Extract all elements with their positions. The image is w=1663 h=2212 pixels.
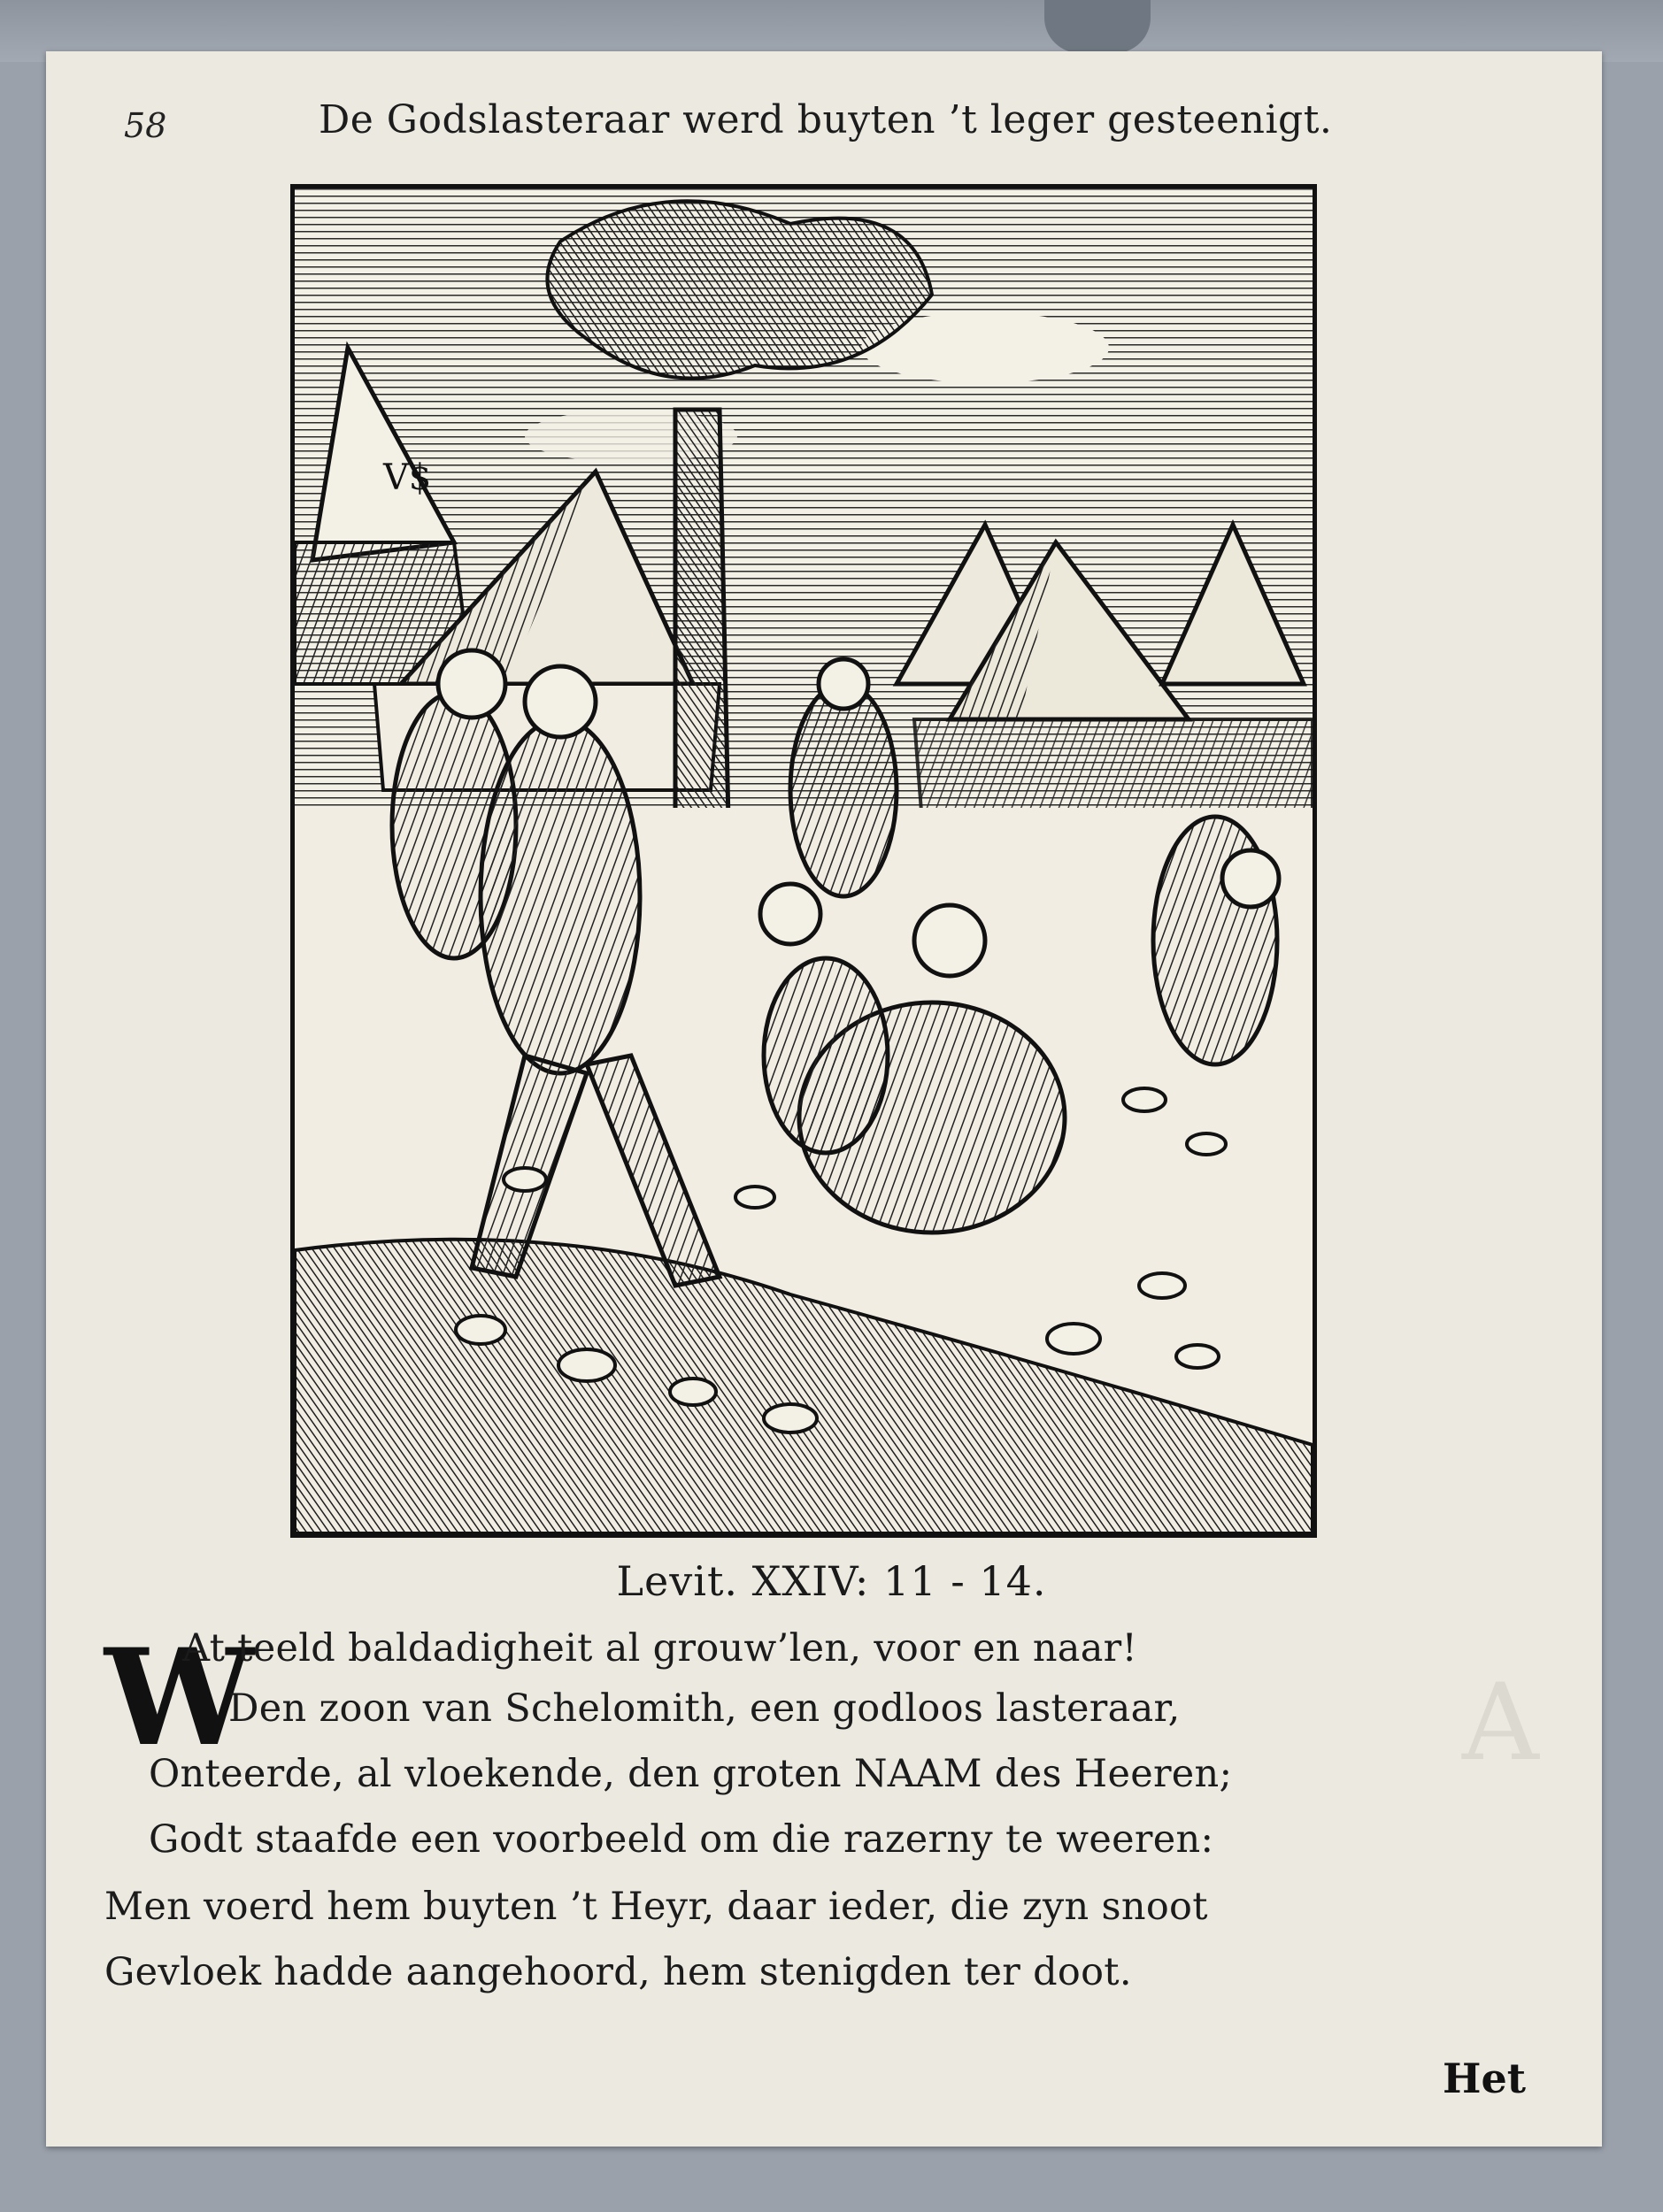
drop-cap: W — [104, 1620, 254, 1776]
poem-line: Gevloek hadde aangehoord, hem stenigden ter doot. — [104, 1950, 1132, 1994]
poem-line: Den zoon van Schelomith, een godloos lasteraar, — [228, 1686, 1181, 1731]
poem-line: Men voerd hem buyten ’t Heyr, daar ieder, die zyn snoot — [104, 1885, 1208, 1929]
bleed-through-ghost: A — [1462, 1662, 1539, 1785]
running-title: De Godslasteraar werd buyten ’t leger gesteenigt. — [319, 97, 1333, 142]
background-fold — [1044, 0, 1151, 53]
poem-line: At teeld baldadigheit al grouw’len, voor en naar! — [182, 1626, 1138, 1671]
catchword: Het — [1443, 2055, 1526, 2102]
poem-line: Godt staafde een voorbeeld om die razerny te weeren: — [149, 1817, 1214, 1862]
svg-text:V$: V$ — [383, 457, 432, 498]
page-number: 58 — [124, 106, 167, 145]
woodcut-illustration — [290, 184, 1317, 1538]
woodcut-illustration-icon — [295, 188, 1313, 1533]
scripture-reference: Levit. XXIV: 11 - 14. — [616, 1557, 1047, 1605]
poem-line: Onteerde, al vloekende, den groten NAAM des Heeren; — [149, 1752, 1233, 1796]
